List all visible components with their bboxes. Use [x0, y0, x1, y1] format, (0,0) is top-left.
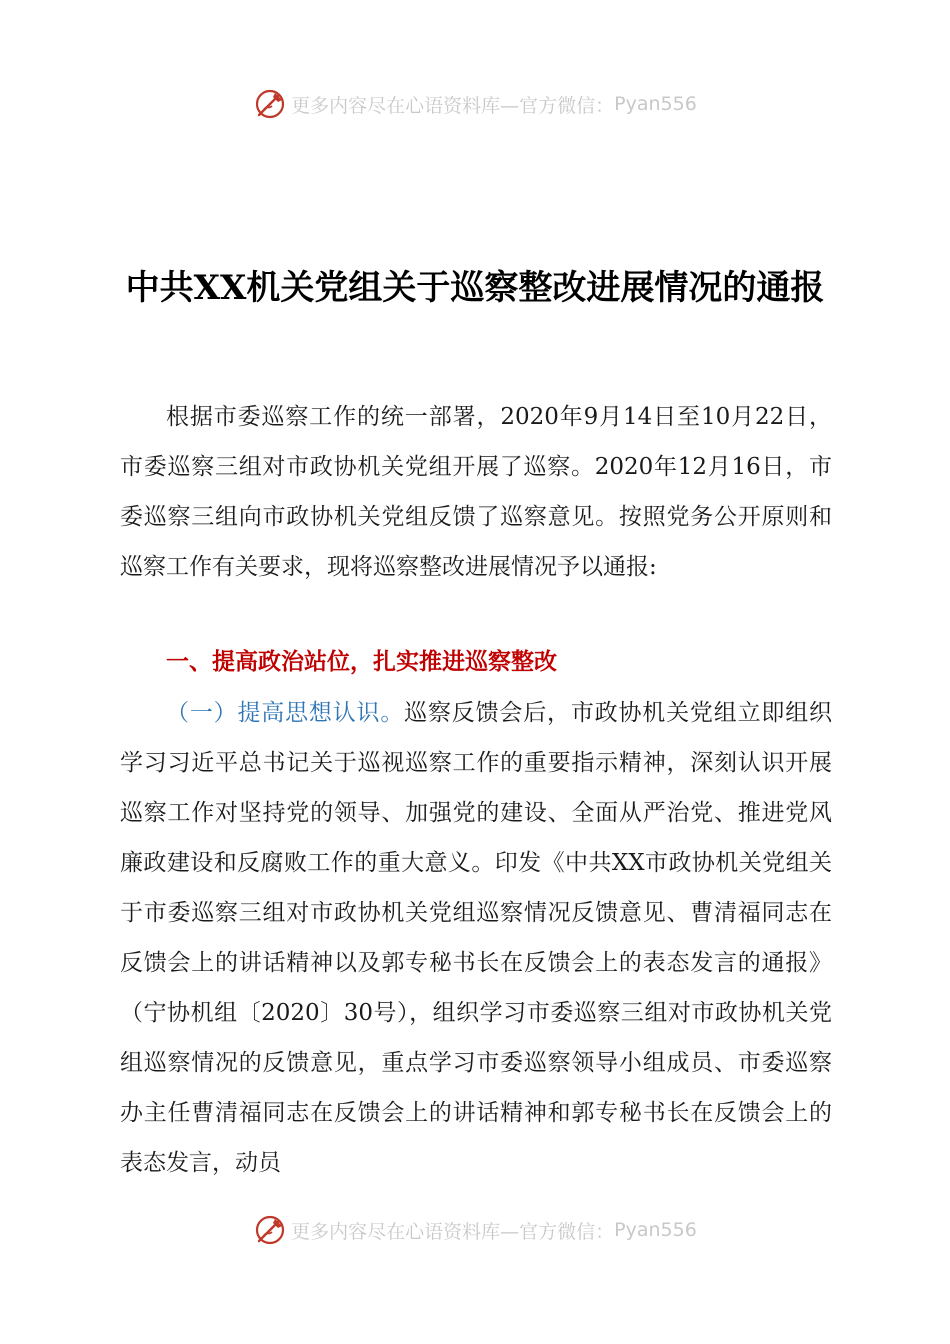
intro-paragraph: 根据市委巡察工作的统一部署，2020年9月14日至10月22日，市委巡察三组对市政协机关党组开展了巡察。2020年12月16日，市委巡察三组向市政协机关党组反馈了巡察意见。按照党务公开原则和巡察工作有关要求，现将巡察整改进展情况予以通报:	[120, 404, 832, 580]
subsection-label-1: （一）提高思想认识。	[166, 700, 405, 726]
pen-circle-logo-icon	[253, 87, 287, 121]
subsection-text-1: 巡察反馈会后，市政协机关党组立即组织学习习近平总书记关于巡视巡察工作的重要指示精神，深刻认识开展巡察工作对坚持党的领导、加强党的建设、全面从严治党、推进党风廉政建设和反腐败工作的重大意义。印发《中共XX市政协机关党组关于市委巡察三组对市政协机关党组巡察情况反馈意见、曹清福同志在反馈会上的讲话精神以及郭专秘书长在反馈会上的表态发言的通报》（宁协机组〔2020〕30号），组织学习市委巡察三组对市政协机关党组巡察情况的反馈意见，重点学习市委巡察领导小组成员、市委巡察办主任曹清福同志在反馈会上的讲话精神和郭专秘书长在反馈会上的表态发言，动员	[120, 700, 833, 1176]
subsection-paragraph-1	[120, 688, 832, 1188]
wechat-id: Pyan556	[614, 93, 697, 115]
section-heading-1: 一、提高政治站位，扎实推进巡察整改	[166, 649, 557, 675]
pen-circle-logo-icon	[253, 1213, 287, 1247]
watermark-header	[0, 86, 950, 122]
wechat-id: Pyan556	[614, 1219, 697, 1241]
watermark-footer	[0, 1212, 950, 1248]
watermark-text: 更多内容尽在心语资料库—官方微信：	[291, 1220, 615, 1243]
watermark-text: 更多内容尽在心语资料库—官方微信：	[291, 94, 615, 117]
document-title: 中共XX机关党组关于巡察整改进展情况的通报	[125, 268, 825, 308]
